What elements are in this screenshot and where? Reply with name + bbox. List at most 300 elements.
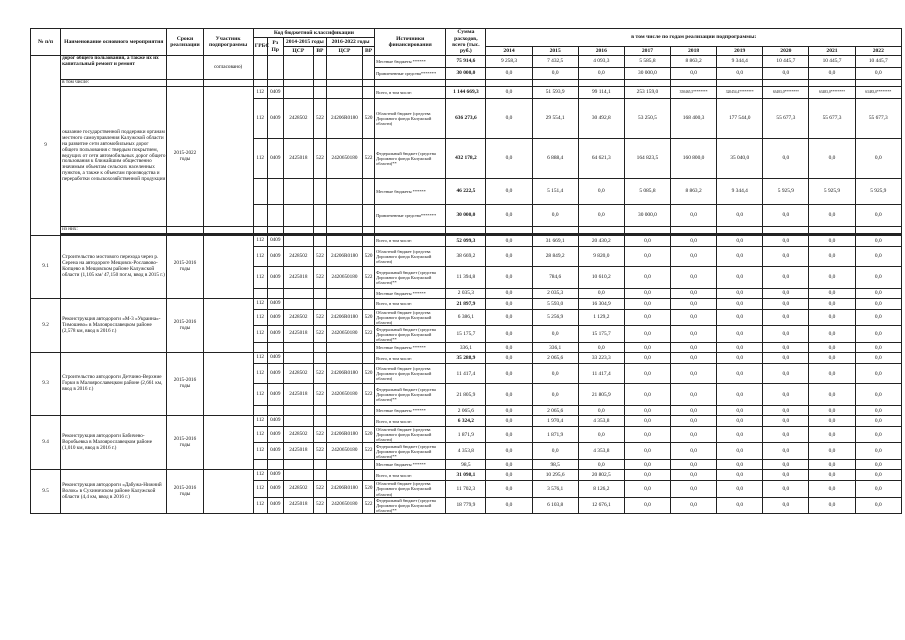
year-value: 0,0 (763, 299, 809, 310)
year-header: 2020 (763, 47, 809, 56)
sum-cell: 75 914,6 (446, 56, 486, 68)
year-value: 0,0 (532, 364, 578, 384)
year-value: 0,0 (671, 443, 717, 460)
year-value: 0,0 (855, 68, 901, 80)
year-value: 64 621,3 (578, 139, 624, 179)
year-value: 0,0 (763, 139, 809, 179)
grbs-cell: 112 (253, 384, 267, 406)
year-value: 0,0 (671, 406, 717, 416)
year-value: 0,0 (671, 481, 717, 497)
csr-cell: 2428502 (283, 427, 313, 443)
col-vr-header: ВР (363, 47, 375, 56)
sum-cell: 6 386,1 (446, 310, 486, 326)
year-value: 0,0 (763, 497, 809, 513)
col-y1415-header: 2014-2015 годы (283, 38, 326, 47)
year-value: 0,0 (763, 247, 809, 267)
grbs-cell (253, 343, 267, 353)
year-value: 0,0 (532, 68, 578, 80)
table-row (31, 80, 902, 87)
year-value: 0,0 (763, 310, 809, 326)
sum-cell: 46 222,5 (446, 179, 486, 205)
year-value: 0,0 (486, 406, 532, 416)
year-value: 0,0 (809, 343, 855, 353)
year-value: 9 258,3 (486, 56, 532, 68)
year-value: 0,0 (717, 247, 763, 267)
year-value: 0,0 (763, 68, 809, 80)
csr-cell: 2428502 (283, 310, 313, 326)
rzpr-cell: 0409 (267, 247, 283, 267)
year-value: 0,0 (809, 247, 855, 267)
rzpr-cell: 0409 (267, 299, 283, 310)
year-value: 0,0 (809, 236, 855, 247)
year-value: 0,0 (671, 267, 717, 289)
year-value: 63483,0******** (855, 87, 901, 99)
in-that-label: в том числе: (61, 80, 167, 87)
source-cell: Федеральный бюджет (средства Дорожного фонда Калужской области)** (375, 267, 446, 289)
header-row-1 (31, 29, 902, 38)
vr-cell (313, 343, 326, 353)
year-value: 0,0 (671, 427, 717, 443)
vr-cell (363, 236, 375, 247)
year-value: 0,0 (717, 289, 763, 299)
year-value: 0,0 (624, 353, 670, 364)
year-value: 1 970,4 (532, 416, 578, 427)
year-value: 0,0 (717, 427, 763, 443)
year-value: 0,0 (671, 384, 717, 406)
year-value: 0,0 (486, 416, 532, 427)
year-value: 336,1 (532, 343, 578, 353)
year-value: 5 925,9 (809, 179, 855, 205)
vr-cell (313, 236, 326, 247)
year-header: 2021 (809, 47, 855, 56)
sum-cell: 2 035,3 (446, 289, 486, 299)
col-term-header: Сроки реализации (167, 29, 203, 56)
vr-cell (363, 343, 375, 353)
year-value: 0,0 (717, 497, 763, 513)
vr-cell: 522 (363, 326, 375, 343)
year-value: 0,0 (809, 416, 855, 427)
rzpr-cell: 0409 (267, 384, 283, 406)
year-value: 0,0 (671, 416, 717, 427)
rzpr-cell (267, 460, 283, 470)
csr-cell (326, 289, 362, 299)
year-value: 0,0 (855, 481, 901, 497)
year-value: 0,0 (671, 470, 717, 481)
vr-cell (363, 460, 375, 470)
year-header: 2019 (717, 47, 763, 56)
year-value: 8 126,2 (578, 481, 624, 497)
rzpr-cell: 0409 (267, 99, 283, 139)
year-value: 5 585,8 (624, 56, 670, 68)
term-cell: 2015-2016 годы (167, 416, 203, 470)
csr-cell: 2420650180 (326, 384, 362, 406)
source-cell: Местные бюджеты ****** (375, 343, 446, 353)
rzpr-cell: 0409 (267, 139, 283, 179)
year-value: 0,0 (855, 470, 901, 481)
sum-cell: 11 417,4 (446, 364, 486, 384)
year-value: 0,0 (624, 236, 670, 247)
vr-cell (363, 353, 375, 364)
grbs-cell: 112 (253, 443, 267, 460)
year-value: 0,0 (809, 497, 855, 513)
rzpr-cell: 0409 (267, 267, 283, 289)
csr-cell: 24206R0180 (326, 310, 362, 326)
year-value: 0,0 (624, 443, 670, 460)
year-value: 0,0 (578, 427, 624, 443)
year-value: 0,0 (809, 460, 855, 470)
rzpr-cell: 0409 (267, 326, 283, 343)
year-value: 0,0 (763, 205, 809, 227)
measure-name: дорог общего пользования, а также их их капитальный ремонт и ремонт (61, 56, 167, 80)
year-value: 0,0 (486, 236, 532, 247)
year-value: 0,0 (624, 343, 670, 353)
year-value: 99 114,1 (578, 87, 624, 99)
sum-cell: 21 897,9 (446, 299, 486, 310)
year-value: 2 065,6 (532, 353, 578, 364)
year-value: 0,0 (717, 384, 763, 406)
row-number: 9 (31, 56, 61, 236)
source-cell: Областной бюджет (средства Дорожного фонда Калужской области) (375, 310, 446, 326)
vr-cell: 520 (363, 364, 375, 384)
year-value: 0,0 (809, 443, 855, 460)
sum-cell: 30 000,0 (446, 68, 486, 80)
table-row (31, 236, 902, 247)
vr-cell: 520 (363, 481, 375, 497)
sum-cell: 11 394,8 (446, 267, 486, 289)
sum-cell: 52 099,3 (446, 236, 486, 247)
year-value: 0,0 (624, 247, 670, 267)
year-value: 0,0 (855, 247, 901, 267)
year-value: 0,0 (717, 343, 763, 353)
vr-cell: 522 (313, 481, 326, 497)
year-value: 0,0 (671, 299, 717, 310)
csr-cell: 2425018 (283, 497, 313, 513)
vr-cell (313, 406, 326, 416)
year-value: 0,0 (717, 416, 763, 427)
source-cell: Всего, в том числе: (375, 416, 446, 427)
csr-cell (283, 299, 313, 310)
year-value: 168 400,3 (671, 99, 717, 139)
year-value: 0,0 (809, 205, 855, 227)
year-value: 0,0 (717, 481, 763, 497)
year-value: 0,0 (809, 68, 855, 80)
term-cell: 2015-2022 годы (167, 87, 203, 227)
year-value: 8 863,2 (671, 179, 717, 205)
col-source-header: Источники финансирования (375, 29, 446, 56)
year-value: 0,0 (486, 384, 532, 406)
csr-cell: 2420650180 (326, 267, 362, 289)
year-value: 9 344,4 (717, 179, 763, 205)
year-value: 350465,5******** (671, 87, 717, 99)
grbs-cell: 112 (253, 364, 267, 384)
year-value: 0,0 (486, 427, 532, 443)
year-value: 0,0 (671, 497, 717, 513)
term-cell: 2015-2016 годы (167, 470, 203, 513)
year-value: 0,0 (763, 384, 809, 406)
vr-cell: 522 (363, 443, 375, 460)
vr-cell (363, 289, 375, 299)
csr-cell (283, 236, 313, 247)
vr-cell: 522 (313, 310, 326, 326)
year-value: 5 085,8 (624, 179, 670, 205)
table-row (31, 470, 902, 481)
year-value: 0,0 (532, 326, 578, 343)
year-value: 164 823,5 (624, 139, 670, 179)
rzpr-cell: 0409 (267, 443, 283, 460)
source-cell: Федеральный бюджет (средства Дорожного фонда Калужской области)** (375, 384, 446, 406)
vr-cell: 520 (363, 99, 375, 139)
grbs-cell: 112 (253, 326, 267, 343)
vr-cell: 520 (363, 247, 375, 267)
source-cell: Местные бюджеты ****** (375, 406, 446, 416)
source-cell: Областной бюджет (средства Дорожного фонда Калужской области) (375, 427, 446, 443)
grbs-cell (253, 460, 267, 470)
year-value: 0,0 (671, 68, 717, 80)
rzpr-cell: 0409 (267, 87, 283, 99)
year-value: 0,0 (809, 427, 855, 443)
sum-cell: 1 871,9 (446, 427, 486, 443)
grbs-cell: 112 (253, 416, 267, 427)
year-value: 0,0 (532, 205, 578, 227)
col-grbs-header: ГРБС (253, 38, 267, 56)
year-value: 0,0 (763, 326, 809, 343)
year-value: 0,0 (486, 443, 532, 460)
rzpr-cell: 0409 (267, 416, 283, 427)
year-value: 0,0 (624, 427, 670, 443)
col-name-header: Наименование основного мероприятия (61, 29, 167, 56)
measure-name: Реконструкция автодороги «М-3 «Украина»-Тимошево» в Малоярославецком районе (2,578 км, ввод в 2016 г.) (61, 299, 167, 353)
vr-cell: 522 (363, 384, 375, 406)
source-cell: Федеральный бюджет (средства Дорожного фонда Калужской области)** (375, 139, 446, 179)
source-cell: Местные бюджеты ****** (375, 56, 446, 68)
vr-cell (363, 299, 375, 310)
rzpr-cell: 0409 (267, 353, 283, 364)
year-value: 53 250,5 (624, 99, 670, 139)
year-value: 0,0 (671, 460, 717, 470)
year-value: 98,5 (532, 460, 578, 470)
year-value: 10 445,7 (855, 56, 901, 68)
vr-cell: 522 (313, 99, 326, 139)
year-value: 0,0 (578, 205, 624, 227)
year-value: 55 677,3 (809, 99, 855, 139)
source-cell: Областной бюджет (средства Дорожного фонда Калужской области) (375, 99, 446, 139)
year-value: 0,0 (809, 310, 855, 326)
year-value: 0,0 (717, 443, 763, 460)
sum-cell: 21 805,9 (446, 384, 486, 406)
year-value: 160 800,0 (671, 139, 717, 179)
rzpr-cell: 0409 (267, 481, 283, 497)
year-value: 0,0 (763, 364, 809, 384)
year-value: 5 593,0 (532, 299, 578, 310)
csr-cell: 24206R0180 (326, 99, 362, 139)
grbs-cell: 112 (253, 236, 267, 247)
vr-cell (313, 289, 326, 299)
source-cell: Местные бюджеты ****** (375, 460, 446, 470)
vr-cell: 522 (363, 139, 375, 179)
year-value: 0,0 (624, 416, 670, 427)
year-value: 10 445,7 (763, 56, 809, 68)
year-value: 0,0 (717, 460, 763, 470)
vr-cell (313, 416, 326, 427)
rzpr-cell: 0409 (267, 236, 283, 247)
year-value: 0,0 (486, 460, 532, 470)
year-value: 0,0 (486, 353, 532, 364)
year-value: 0,0 (855, 384, 901, 406)
year-value: 0,0 (855, 497, 901, 513)
csr-cell: 2425018 (283, 443, 313, 460)
year-value: 253 159,0 (624, 87, 670, 99)
year-value: 55 677,3 (855, 99, 901, 139)
source-cell: Федеральный бюджет (средства Дорожного фонда Калужской области)** (375, 497, 446, 513)
year-value: 0,0 (763, 343, 809, 353)
source-cell: Всего, в том числе: (375, 299, 446, 310)
rzpr-cell: 0409 (267, 427, 283, 443)
year-value: 0,0 (486, 267, 532, 289)
sum-cell: 98,5 (446, 460, 486, 470)
sum-cell: 4 353,8 (446, 443, 486, 460)
rzpr-cell: 0409 (267, 364, 283, 384)
year-value: 8 863,2 (671, 56, 717, 68)
source-cell: Всего, в том числе: (375, 470, 446, 481)
csr-cell (326, 470, 362, 481)
year-value: 784,6 (532, 267, 578, 289)
source-cell: Областной бюджет (средства Дорожного фонда Калужской области) (375, 481, 446, 497)
year-value: 63483,0******** (809, 87, 855, 99)
table-row (31, 87, 902, 99)
row-number: 9.3 (31, 353, 61, 416)
year-value: 0,0 (717, 406, 763, 416)
year-value: 0,0 (624, 460, 670, 470)
row-number: 9.2 (31, 299, 61, 353)
table-row (31, 416, 902, 427)
col-y1622-header: 2016-2022 годы (326, 38, 374, 47)
year-value: 21 805,9 (578, 384, 624, 406)
source-cell: Федеральный бюджет (средства Дорожного фонда Калужской области)** (375, 443, 446, 460)
year-value: 177 544,0 (717, 99, 763, 139)
year-value: 0,0 (624, 470, 670, 481)
vr-cell (363, 470, 375, 481)
sum-cell: 336,1 (446, 343, 486, 353)
csr-cell (326, 343, 362, 353)
year-value: 7 432,5 (532, 56, 578, 68)
year-header: 2015 (532, 47, 578, 56)
year-value: 0,0 (855, 353, 901, 364)
year-value: 16 304,9 (578, 299, 624, 310)
year-value: 0,0 (486, 326, 532, 343)
grbs-cell: 112 (253, 353, 267, 364)
year-value: 0,0 (624, 364, 670, 384)
row-number: 9.4 (31, 416, 61, 470)
col-years-header: в том числе по годам реализации подпрограммы: (486, 29, 902, 47)
sum-cell: 11 702,3 (446, 481, 486, 497)
year-value: 15 175,7 (578, 326, 624, 343)
csr-cell: 2420650180 (326, 139, 362, 179)
term-cell: 2015-2016 годы (167, 236, 203, 299)
year-value: 4 093,3 (578, 56, 624, 68)
vr-cell (363, 406, 375, 416)
table-row (31, 353, 902, 364)
rzpr-cell (267, 406, 283, 416)
year-value: 0,0 (624, 481, 670, 497)
source-cell: Привлеченные средства******* (375, 68, 446, 80)
vr-cell: 522 (313, 326, 326, 343)
year-value: 0,0 (486, 179, 532, 205)
year-value: 0,0 (578, 289, 624, 299)
year-value: 0,0 (717, 364, 763, 384)
vr-cell: 522 (313, 497, 326, 513)
year-value: 0,0 (624, 299, 670, 310)
year-value: 0,0 (855, 364, 901, 384)
source-cell: Местные бюджеты ****** (375, 179, 446, 205)
col-sum-header: Сумма расходов, всего (тыс. руб.) (446, 29, 486, 56)
year-value: 20 802,5 (578, 470, 624, 481)
year-value: 5 151,4 (532, 179, 578, 205)
csr-cell: 2420650180 (326, 326, 362, 343)
csr-cell: 24206R0180 (326, 427, 362, 443)
year-header: 2022 (855, 47, 901, 56)
year-value: 6 103,8 (532, 497, 578, 513)
vr-cell: 522 (313, 267, 326, 289)
table-row (31, 299, 902, 310)
year-value: 0,0 (624, 267, 670, 289)
year-value: 0,0 (763, 470, 809, 481)
source-cell: Всего, в том числе: (375, 87, 446, 99)
year-value: 0,0 (855, 416, 901, 427)
sum-cell: 30 000,0 (446, 205, 486, 227)
year-value: 0,0 (809, 299, 855, 310)
vr-cell: 522 (313, 364, 326, 384)
year-value: 0,0 (763, 416, 809, 427)
sum-cell: 636 273,6 (446, 99, 486, 139)
year-value: 9 344,4 (717, 56, 763, 68)
year-value: 0,0 (809, 326, 855, 343)
grbs-cell (253, 289, 267, 299)
grbs-cell: 112 (253, 497, 267, 513)
year-value: 0,0 (763, 481, 809, 497)
year-value: 0,0 (855, 343, 901, 353)
year-value: 0,0 (763, 267, 809, 289)
vr-cell: 520 (363, 310, 375, 326)
year-value: 0,0 (855, 427, 901, 443)
year-value: 35 040,0 (717, 139, 763, 179)
year-value: 0,0 (624, 310, 670, 326)
year-value: 0,0 (855, 310, 901, 326)
year-value: 30 000,0 (624, 205, 670, 227)
year-value: 0,0 (578, 406, 624, 416)
year-value: 0,0 (855, 236, 901, 247)
year-value: 0,0 (532, 384, 578, 406)
source-cell: Областной бюджет (средства Дорожного фонда Калужской области) (375, 247, 446, 267)
rzpr-cell: 0409 (267, 497, 283, 513)
year-value: 0,0 (763, 443, 809, 460)
table-row (31, 227, 902, 234)
year-value: 0,0 (717, 68, 763, 80)
year-value: 0,0 (809, 364, 855, 384)
measure-name: Реконструкция автодороги Бабичево-Воробьевка в Малоярославецком районе (1,010 км, ввод в 2016 г.) (61, 416, 167, 470)
year-header: 2017 (624, 47, 670, 56)
year-value: 30 000,0 (624, 68, 670, 80)
grbs-cell: 112 (253, 139, 267, 179)
grbs-cell: 112 (253, 310, 267, 326)
year-value: 0,0 (671, 343, 717, 353)
vr-cell: 522 (363, 497, 375, 513)
year-value: 0,0 (486, 364, 532, 384)
year-value: 0,0 (763, 427, 809, 443)
year-value: 0,0 (671, 289, 717, 299)
year-value: 0,0 (624, 384, 670, 406)
year-value: 0,0 (717, 326, 763, 343)
year-value: 0,0 (486, 247, 532, 267)
